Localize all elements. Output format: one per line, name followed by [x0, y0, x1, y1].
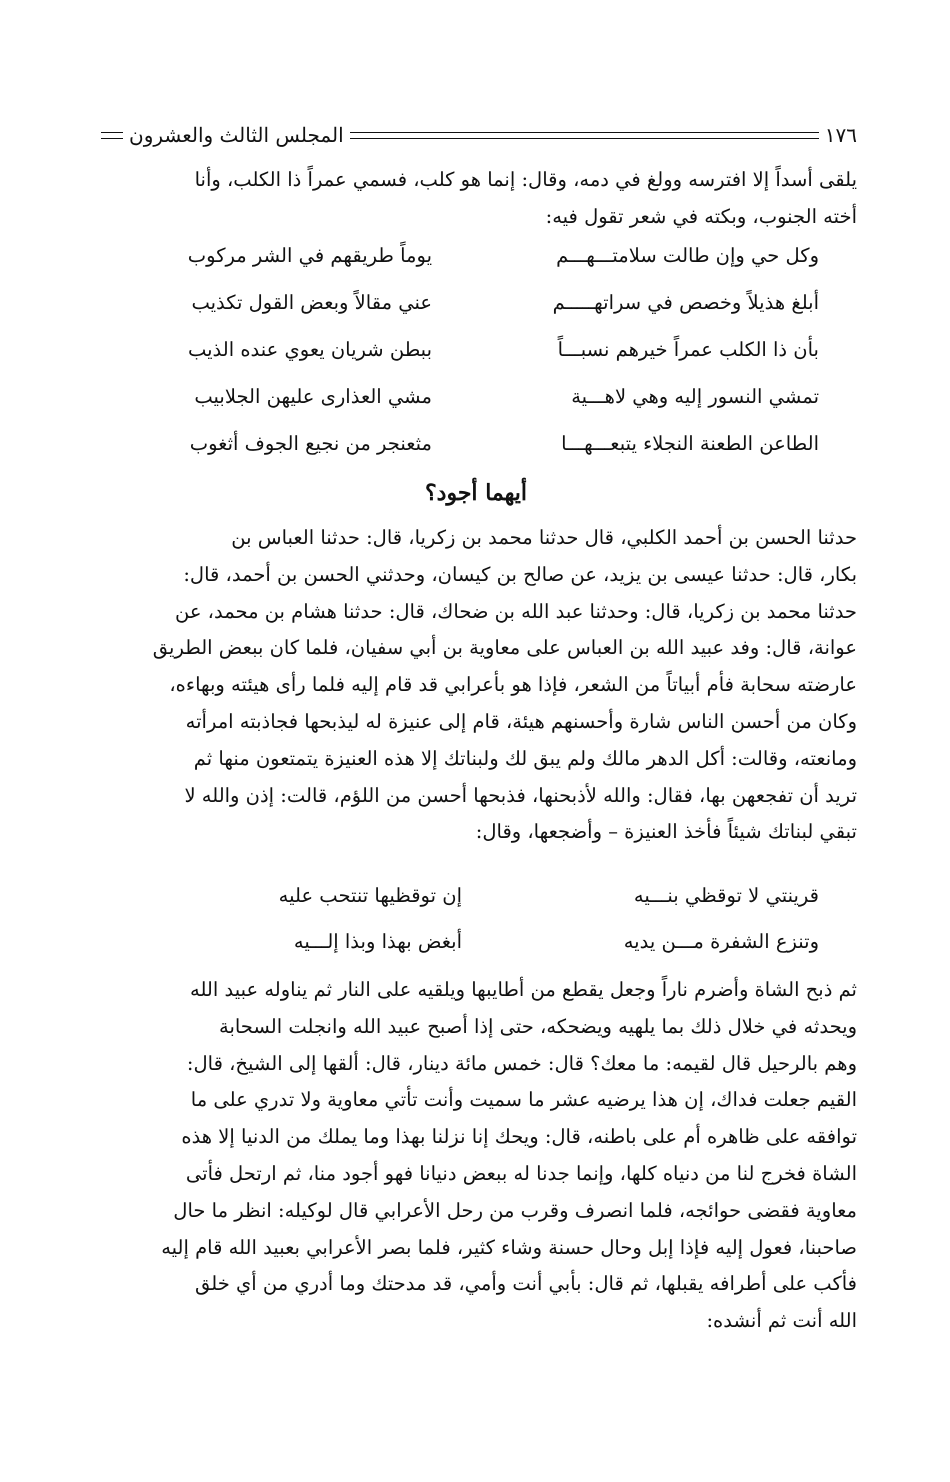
text-line: عوانة، قال: وفد عبيد الله بن العباس على معاوية بن أبي سفيان، فلما كان ببعض الطريق: [152, 636, 857, 660]
verse-first-hemistich: تمشي النسور إليه وهي لاهـــية: [571, 385, 819, 408]
text-line: عارضته سحابة فأم أبياتاً من الشعر، فإذا هو بأعرابي قد قام إليه فلما رأى هيئته وبهاءه،: [169, 673, 857, 697]
header-rule-end: [101, 132, 123, 139]
verse-first-hemistich: بأن ذا الكلب عمراً خيرهم نسبـــاً: [557, 338, 819, 361]
verse-line: [95, 385, 857, 435]
text-line: تبقي لبناتك شيئاً فأخذ العنيزة – وأضجعها، وقال:: [475, 820, 857, 844]
text-line: وهم بالرحيل قال لقيمه: ما معك؟ قال: خمس مائة دينار، قال: ألقها إلى الشيخ، قال:: [186, 1051, 857, 1075]
verse-first-hemistich: وكل حي وإن طالت سلامتـــهـــم: [556, 244, 819, 267]
story-paragraph-continued: [95, 972, 857, 1340]
text-line: الله أنت ثم أنشده:: [706, 1309, 857, 1333]
section-heading: أيهما أجود؟: [424, 480, 527, 506]
text-line: يلقى أسداً إلا افترسه وولغ في دمه، وقال: إنما هو كلب، فسمي عمراً ذا الكلب، وأنا: [194, 168, 857, 191]
verse-line: [95, 338, 857, 388]
verse-line: [95, 244, 857, 294]
text-line: ويحدثه في خلال ذلك بما يلهيه ويضحكه، حتى إذا أصبح عبيد الله وانجلت السحابة: [218, 1014, 857, 1038]
text-line: بكار، قال: حدثنا عيسى بن يزيد، عن صالح بن كيسان، وحدثني الحسن بن أحمد، قال:: [183, 562, 857, 586]
intro-paragraph: [95, 162, 857, 236]
verse-first-hemistich: قرينتي لا توقظي بنـــيه: [633, 884, 819, 907]
text-line: ومانعته، وقالت: أكل الدهر مالك ولم يبق لك ولبناتك إلا هذه العنيزة يتمتعون منها ثم: [193, 746, 857, 770]
story-paragraph: [95, 520, 857, 851]
text-line: توافقه على ظاهره أم على باطنه، قال: ويحك إنا نزلنا بهذا وما يملك من الدنيا إلا هذه: [181, 1125, 857, 1149]
text-line: ثم ذبح الشاة وأضرم ناراً وجعل يقطع من أطايبها ويلقيه على النار ثم يناوله عبيد الله: [190, 978, 857, 1001]
chapter-title: المجلس الثالث والعشرون: [129, 123, 344, 147]
verse-line: [95, 884, 857, 934]
text-line: الشاة فخرج لنا من دنياه كلها، وإنما جدنا له ببعض دنيانا فهو أجود منا، ثم ارتحل فأتى: [185, 1161, 857, 1185]
verse-second-hemistich: أبغض بهذا وبذا إلـــيه: [293, 930, 462, 953]
verse-first-hemistich: وتنزع الشفرة مـــن يديه: [623, 930, 819, 953]
text-line: فأكب على أطرافه يقبلها، ثم قال: بأبي أنت وأمي، قد مدحتك وما أدري من أي خلق: [195, 1272, 857, 1296]
text-line: حدثنا محمد بن زكريا، قال: وحدثنا عبد الله بن ضحاك، قال: حدثنا هشام بن محمد، عن: [175, 599, 857, 623]
text-line: حدثنا الحسن بن أحمد الكلبي، قال حدثنا محمد بن زكريا، قال: حدثنا العباس بن: [231, 526, 857, 549]
verse-second-hemistich: إن توقظيها تنتحب عليه: [278, 884, 462, 907]
verse-second-hemistich: مثعنجر من نجيع الجوف أثغوب: [189, 432, 432, 455]
verse-line: [95, 432, 857, 482]
verse-first-hemistich: أبلغ هذيلاً وخصص في سراتهـــــم: [552, 291, 819, 314]
text-line: وكان من أحسن الناس شارة وأحسنهم هيئة، قام إلى عنيزة له ليذبحها فجاذبته امرأته: [185, 709, 857, 733]
verse-second-hemistich: يوماً طريقهم في الشر مركوب: [187, 244, 432, 267]
page-number: ١٧٦: [824, 123, 857, 147]
verse-line: [95, 291, 857, 341]
text-line: معاوية فقضى حوائجه، فلما انصرف وقرب من رحل الأعرابي قال لوكيله: انظر ما حال: [173, 1198, 857, 1222]
text-line: صاحبنا، فعول إليه فإذا إبل وحال حسنة وشاء كثير، فلما بصر الأعرابي بعبيد الله قام إليه: [161, 1235, 857, 1259]
verse-second-hemistich: عني مقالاً وبعض القول تكذيب: [191, 291, 432, 314]
verse-second-hemistich: ببطن شريان يعوي عنده الذيب: [187, 338, 432, 361]
running-header: [95, 118, 857, 152]
header-rule: [350, 132, 819, 139]
verse-first-hemistich: الطاعن الطعنة النجلاء يتبعـــهـــا: [561, 432, 819, 455]
text-line: أخته الجنوب، وبكته في شعر تقول فيه:: [545, 204, 857, 228]
text-line: القيم جعلت فداك، إن هذا يرضيه عشر ما سميت وأنت تأتي معاوية ولا تدري على ما: [190, 1088, 857, 1112]
verse-second-hemistich: مشي العذارى عليهن الجلابيب: [194, 385, 432, 408]
text-line: تريد أن تفجعهن بها، فقال: والله لأذبحنها، فذبحها أحسن من اللؤم، قالت: إذن والله لا: [184, 783, 857, 807]
